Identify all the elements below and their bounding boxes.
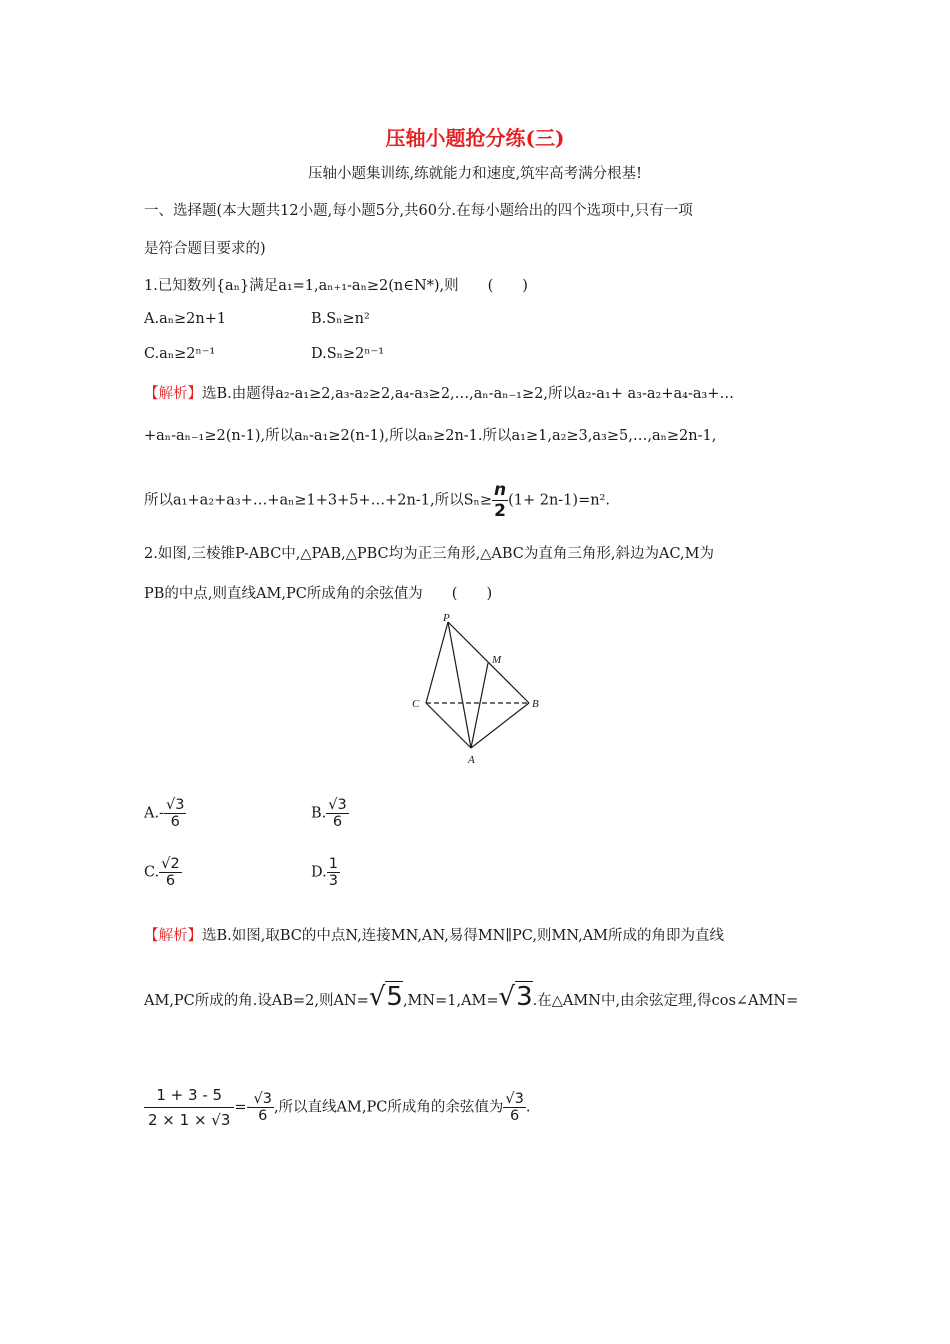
q2-option-c-den: 6 [159, 872, 181, 889]
q2-cos-fraction-den-radicand: 3 [220, 1111, 231, 1129]
q2-option-a-den: 6 [164, 813, 186, 830]
q2-sqrt-3-radicand: 3 [516, 982, 533, 1012]
q2-solution-text2b: ,MN=1,AM= [402, 993, 499, 1009]
q1-option-c: C.aₙ≥2ⁿ⁻¹ [144, 346, 216, 362]
q1-fraction-den: 2 [492, 500, 508, 521]
q2-solution-line2 [144, 982, 798, 1012]
q2-solution-text2c: .在△AMN中,由余弦定理,得cos∠AMN= [532, 993, 799, 1009]
q2-sqrt-5: √5 [368, 982, 403, 1012]
q1-solution-line1 [144, 382, 734, 403]
q2-solution-tag: 【解析】 [144, 928, 202, 944]
q2-sqrt-3: √3 [498, 982, 533, 1012]
q1-option-b: B.Sₙ≥n² [311, 311, 370, 327]
q1-solution-line3 [144, 480, 610, 521]
q2-option-c-label: C. [144, 864, 160, 881]
q2-solution-eq: =- [234, 1099, 252, 1116]
q2-stem-line1: 2.如图,三棱锥P-ABC中,△PAB,△PBC均为正三角形,△ABC为直角三角形,斜边为AC,M为 [144, 546, 715, 562]
q1-solution-tag: 【解析】 [144, 386, 202, 402]
q2-option-a: A.- $\frac{√3}{6}$ [144, 797, 185, 830]
q2-option-b: B. $\frac{√3}{6}$ [311, 797, 347, 830]
q1-stem: 1.已知数列{aₙ}满足a₁=1,aₙ₊₁-aₙ≥2(n∈N*),则 ( ) [144, 278, 528, 294]
section-heading: 一、选择题(本大题共12小题,每小题5分,共60分.在每小题给出的四个选项中,只有一项 [144, 203, 693, 219]
q2-option-c: C. $\frac{√2}{6}$ [144, 856, 180, 889]
q2-option-b-den: 6 [326, 813, 348, 830]
q2-stem-line2: PB的中点,则直线AM,PC所成角的余弦值为 ( ) [144, 586, 493, 602]
q1-solution-line2: +aₙ-aₙ₋₁≥2(n-1),所以aₙ-a₁≥2(n-1),所以aₙ≥2n-1.所以a₁≥1,a₂≥3,a₃≥5,…,aₙ≥2n-1, [144, 428, 717, 444]
q2-option-d [311, 856, 340, 889]
q2-result-fraction-2: $\frac{√3}{6}$ [505, 1091, 524, 1124]
segment-am [471, 663, 488, 748]
q1-solution-text3b: (1+ 2n-1)=n². [508, 492, 610, 509]
label-p: P [443, 612, 450, 624]
q2-cos-fraction [144, 1086, 234, 1129]
q2-option-a-label: A.- [144, 805, 164, 822]
q2-option-d-den: 3 [328, 873, 338, 889]
q2-result-fraction-2-num: 3 [514, 1091, 524, 1107]
label-a: A [468, 754, 475, 766]
page-subtitle: 压轴小题集训练,练就能力和速度,筑牢高考满分根基! [307, 166, 643, 182]
q2-solution-line1 [144, 924, 724, 945]
q2-sqrt-5-radicand: 5 [386, 982, 403, 1012]
q2-result-fraction-1: $\frac{√3}{6}$ [253, 1091, 272, 1124]
q2-solution-text3mid: ,所以直线AM,PC所成角的余弦值为 [273, 1099, 504, 1116]
q1-option-a: A.aₙ≥2n+1 [144, 311, 227, 327]
section-heading-cont: 是符合题目要求的) [144, 241, 266, 257]
q1-solution-text3a: 所以a₁+a₂+a₃+…+aₙ≥1+3+5+…+2n-1,所以Sₙ≥ [144, 492, 492, 509]
q2-result-fraction-1-den: 6 [251, 1107, 273, 1124]
label-c: C [412, 698, 420, 710]
q1-solution-text1: 选B.由题得a₂-a₁≥2,a₃-a₂≥2,a₄-a₃≥2,…,aₙ-aₙ₋₁≥2,所以a₂-a₁+ a₃-a₂+a₄-a₃+… [202, 386, 734, 402]
q1-option-d: D.Sₙ≥2ⁿ⁻¹ [311, 346, 385, 362]
page-title: 压轴小题抢分练(三) [385, 126, 565, 150]
edge-pc [426, 622, 448, 703]
edge-ba [471, 703, 529, 748]
label-m: M [492, 654, 502, 666]
q2-cos-fraction-num: 1 + 3 - 5 [156, 1086, 223, 1104]
q2-option-b-label: B. [311, 805, 327, 822]
q2-option-c-num: 2 [170, 856, 180, 872]
q2-option-d-num: 1 [328, 856, 338, 872]
pyramid-figure [405, 612, 555, 772]
label-b: B [532, 698, 539, 710]
q2-option-d-label: D. [311, 864, 327, 881]
q2-solution-text1: 选B.如图,取BC的中点N,连接MN,AN,易得MN∥PC,则MN,AM所成的角即为直线 [202, 928, 725, 944]
q2-cos-fraction-den: 2 × 1 × √3 [144, 1107, 234, 1129]
q2-cos-fraction-den-text: 2 × 1 × [148, 1111, 212, 1129]
q2-option-a-num: 3 [175, 797, 185, 813]
q1-fraction-n-over-2 [492, 480, 508, 521]
q2-solution-text2a: AM,PC所成的角.设AB=2,则AN= [144, 993, 369, 1009]
q2-option-b-num: 3 [337, 797, 347, 813]
q2-result-fraction-2-den: 6 [503, 1107, 525, 1124]
q2-solution-text3end: . [525, 1099, 531, 1116]
q2-solution-line3 [144, 1086, 530, 1129]
q1-fraction-num: n [493, 480, 507, 500]
q2-result-fraction-1-num: 3 [262, 1091, 272, 1107]
